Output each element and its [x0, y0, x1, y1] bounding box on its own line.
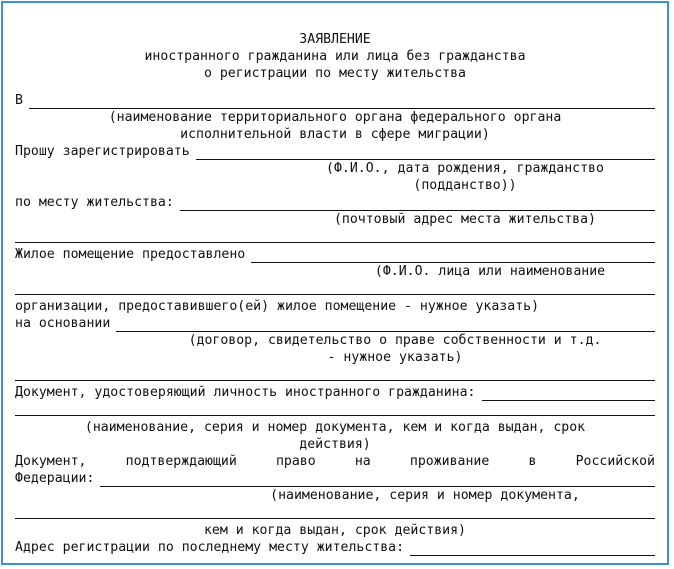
residence-doc-row: [15, 470, 655, 487]
housing-label: Жилое помещение предоставлено: [15, 247, 246, 262]
basis-hint1: (договор, свидетельство о праве собственности и т.д.: [188, 333, 602, 348]
to-label: В: [15, 93, 23, 108]
address-label: по месту жительства:: [15, 195, 174, 210]
residence-doc-field[interactable]: [100, 473, 655, 487]
prev-address-field[interactable]: [410, 542, 655, 556]
id-doc-row: [15, 384, 655, 401]
to-authority-row: [15, 92, 655, 109]
form-title: ЗАЯВЛЕНИЕ: [299, 32, 371, 47]
register-person-field[interactable]: [196, 146, 655, 160]
to-authority-field[interactable]: [29, 95, 655, 109]
basis-hint2: - нужное указать): [327, 350, 463, 365]
to-authority-hint1: (наименование территориального органа федерального органа: [108, 110, 562, 125]
address-hint: (почтовый адрес места жительства): [333, 212, 596, 227]
id-doc-hint1: (наименование, серия и номер документа, кем и когда выдан, срок: [84, 420, 586, 435]
register-hint1: (Ф.И.О., дата рождения, гражданство: [326, 161, 604, 176]
housing-provider-field-continued[interactable]: [15, 280, 655, 295]
address-row: [15, 194, 655, 211]
basis-label: на основании: [15, 316, 111, 331]
residence-doc-label1: Документ, подтверждающий право на проживание в Российской: [15, 454, 655, 469]
residence-doc-hint2: кем и когда выдан, срок действия): [203, 523, 466, 538]
id-doc-field-continued[interactable]: [15, 401, 655, 416]
register-label: Прошу зарегистрировать: [15, 144, 190, 159]
address-field-continued[interactable]: [15, 228, 655, 243]
residence-doc-label2: Федерации:: [15, 471, 95, 486]
residence-doc-field-continued[interactable]: [15, 504, 655, 519]
id-doc-field[interactable]: [482, 387, 656, 401]
id-doc-label: Документ, удостоверяющий личность иностранного гражданина:: [15, 385, 476, 400]
residence-doc-hint1: (наименование, серия и номер документа,: [270, 488, 580, 503]
register-row: [15, 143, 655, 160]
basis-row: [15, 315, 655, 332]
form-subtitle-line1: иностранного гражданина или лица без гражданства: [144, 49, 526, 64]
address-field[interactable]: [180, 197, 655, 211]
id-doc-hint2: действия): [299, 437, 371, 452]
housing-provider-field[interactable]: [251, 249, 655, 263]
basis-field[interactable]: [116, 318, 655, 332]
prev-address-label: Адрес регистрации по последнему месту жительства:: [15, 540, 405, 555]
housing-hint2: организации, предоставившего(ей) жилое помещение - нужное указать): [15, 299, 540, 314]
register-hint2: (подданство)): [413, 178, 517, 193]
prev-address-row: [15, 539, 655, 556]
basis-field-continued[interactable]: [15, 366, 655, 381]
application-form: [15, 31, 655, 556]
housing-hint1: (Ф.И.О. лица или наименование: [374, 264, 606, 279]
document-frame: [1, 1, 669, 565]
housing-row: [15, 246, 655, 263]
to-authority-hint2: исполнительной власти в сфере миграции): [180, 127, 490, 142]
form-subtitle-line2: о регистрации по месту жительства: [203, 66, 466, 81]
